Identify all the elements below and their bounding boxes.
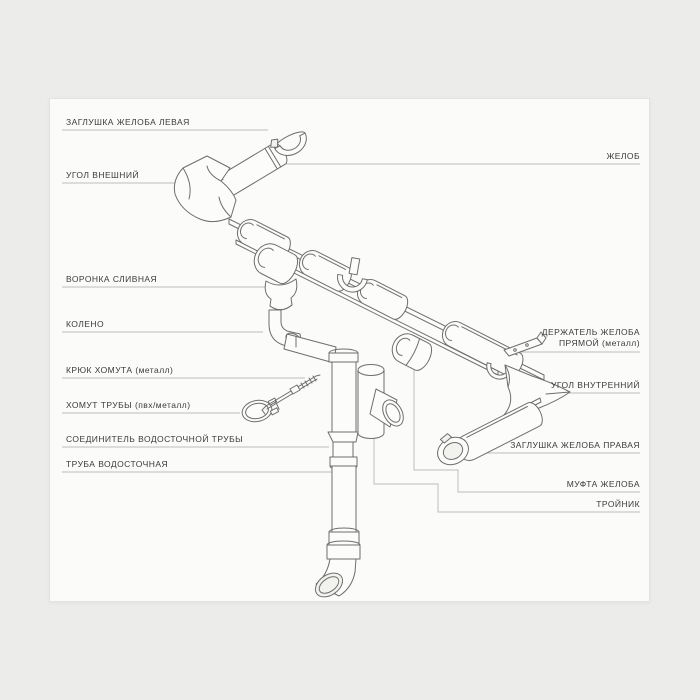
label-gutter: ЖЕЛОБ — [606, 151, 640, 161]
label-left-end-cap: ЗАГЛУШКА ЖЕЛОБА ЛЕВАЯ — [66, 117, 190, 127]
label-gutter-coupling: МУФТА ЖЕЛОБА — [566, 479, 640, 489]
downpipe-part — [311, 349, 360, 602]
tee-part — [358, 365, 408, 439]
label-right-end-cap: ЗАГЛУШКА ЖЕЛОБА ПРАВАЯ — [510, 440, 640, 450]
label-gutter-holder — [542, 327, 640, 349]
label-pipe-clamp: ХОМУТ ТРУБЫ (пвх/металл) — [66, 400, 191, 410]
outer-corner-part — [174, 156, 236, 222]
label-downpipe: ТРУБА ВОДОСТОЧНАЯ — [66, 459, 169, 469]
label-gutter-holder-line1: ДЕРЖАТЕЛЬ ЖЕЛОБА — [541, 327, 640, 337]
label-inner-corner: УГОЛ ВНУТРЕННИЙ — [551, 380, 640, 390]
label-outer-corner: УГОЛ ВНЕШНИЙ — [66, 170, 140, 180]
label-pipe-connector: СОЕДИНИТЕЛЬ ВОДОСТОЧНОЙ ТРУБЫ — [66, 434, 244, 444]
label-gutter-holder-line2: ПРЯМОЙ (металл) — [558, 338, 640, 348]
label-tee: ТРОЙНИК — [596, 499, 640, 509]
label-drain-funnel: ВОРОНКА СЛИВНАЯ — [66, 274, 158, 284]
label-elbow: КОЛЕНО — [66, 319, 105, 329]
label-clamp-hook: КРЮК ХОМУТА (металл) — [66, 365, 174, 375]
elbow-part — [269, 310, 336, 363]
